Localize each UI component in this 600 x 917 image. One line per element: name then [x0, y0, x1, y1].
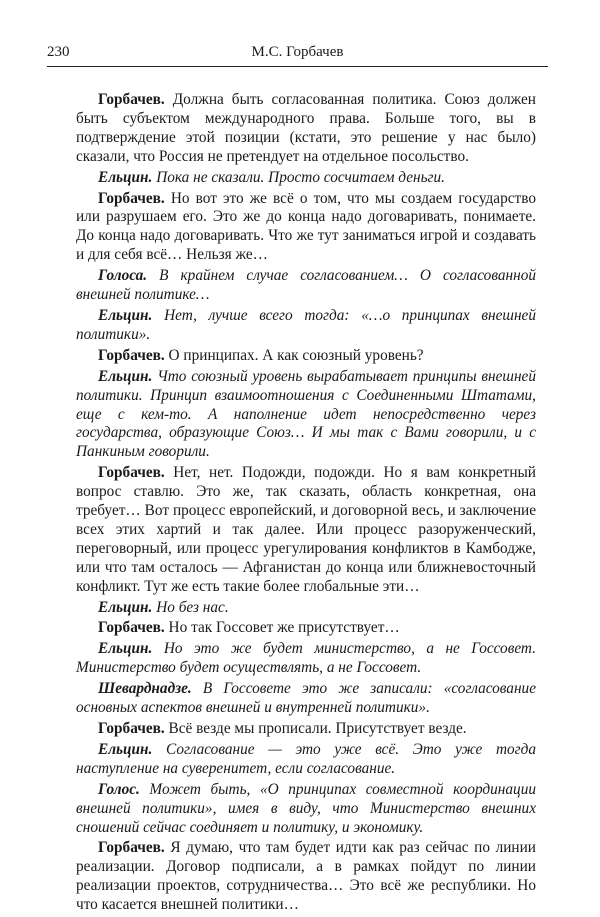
- speaker-name: Горбачев.: [98, 91, 165, 108]
- transcript-paragraph: [76, 741, 536, 779]
- transcript-paragraph: [76, 599, 536, 618]
- transcript-paragraph: [76, 368, 536, 463]
- speaker-name: Горбачев.: [98, 346, 165, 364]
- speaker-name: Ельцин.: [98, 168, 153, 186]
- remark-text: Но это же будет министерство, а не Госсовет. Министерство будет осуществлять, а не Госсовет.: [76, 640, 536, 677]
- transcript-paragraph: [76, 347, 536, 366]
- transcript-paragraph: [76, 464, 536, 596]
- transcript-paragraph: [76, 640, 536, 678]
- speaker-name: Горбачев.: [98, 839, 165, 857]
- remark-text: В Госсовете это же записали: «согласование основных аспектов внешней и внутренней политики».: [76, 680, 536, 717]
- speaker-name: Горбачев.: [98, 720, 165, 737]
- transcript-paragraph: [76, 720, 536, 739]
- remark-text: Всё везде мы прописали. Присутствует везде.: [164, 720, 467, 737]
- speaker-name: Ельцин.: [98, 306, 153, 324]
- transcript-paragraph: [76, 839, 536, 915]
- transcript-paragraph: [76, 307, 536, 345]
- remark-text: Но без нас.: [152, 598, 229, 616]
- remark-text: Нет, лучше всего тогда: «…о принципах внешней политики».: [76, 306, 536, 343]
- speaker-name: Ельцин.: [98, 640, 153, 658]
- speaker-name: Голос.: [98, 780, 140, 798]
- speaker-name: Шеварднадзе.: [98, 680, 192, 698]
- speaker-name: Горбачев.: [98, 619, 165, 637]
- remark-text: Должна быть согласованная политика. Союз должен быть субъектом международного права. Больше того, вы в подтверждение этой позиции (кстати, это решение у нас было) сказали, что Россия не претендует на отдельное посольство.: [76, 91, 536, 165]
- running-title: М.С. Горбачев: [251, 44, 344, 60]
- transcript-paragraph: [76, 169, 536, 188]
- speaker-name: Ельцин.: [98, 740, 153, 758]
- remark-text: Согласование — это уже всё. Это уже тогда наступление на суверенитет, если согласование.: [76, 740, 536, 777]
- speaker-name: Ельцин.: [98, 367, 153, 385]
- speaker-name: Ельцин.: [98, 598, 153, 616]
- transcript-paragraph: [76, 619, 536, 638]
- remark-text: О принципах. А как союзный уровень?: [164, 346, 424, 364]
- remark-text: Пока не сказали. Просто сосчитаем деньги.: [152, 168, 445, 186]
- speaker-name: Горбачев.: [98, 189, 165, 207]
- remark-text: Может быть, «О принципах совместной координации внешней политики», имея в виду, что Министерство внешних сношений сейчас соединяет и политику, и экономику.: [76, 780, 536, 836]
- speaker-name: Голоса.: [98, 267, 148, 285]
- page-number: 230: [47, 44, 70, 60]
- remark-text: Нет, нет. Подожди, подожди. Но я вам конкретный вопрос ставлю. Это же, так сказать, область конкретная, она требует… Вот процесс европейский, и договорной весь, и заключение всех этих хартий и так далее. Или процесс разоруженческий, переговорный, или процесс урегулирования конфликтов в Камбодже, или что там осталось — Афганистан до конца или ближневосточный конфликт. Тут же есть такие более глобальные эти…: [76, 464, 536, 595]
- running-header: [47, 42, 548, 67]
- remark-text: В крайнем случае согласованием… О согласованной внешней политике…: [76, 267, 536, 304]
- remark-text: Но так Госсовет же присутствует…: [164, 619, 400, 637]
- transcript-paragraph: [76, 680, 536, 718]
- speaker-name: Горбачев.: [98, 464, 165, 482]
- transcript-paragraph: [76, 91, 536, 167]
- transcript-body: [76, 91, 536, 917]
- remark-text: Но вот это же всё о том, что мы создаем государство или разрушаем его. Это же до конца надо договаривать, понимаете. До конца надо договаривать. Что же тут заниматься игрой и создавать и для себя всё… Нельзя же…: [76, 189, 536, 264]
- transcript-paragraph: [76, 267, 536, 305]
- transcript-paragraph: [76, 781, 536, 838]
- transcript-paragraph: [76, 190, 536, 266]
- remark-text: Я думаю, что там будет идти как раз сейчас по линии реализации. Договор подписали, а в рамках пойдут по линии реализации проектов, сотрудничества… Это всё же республики. Но что касается внешней политики…: [76, 839, 536, 914]
- remark-text: Что союзный уровень вырабатывает принципы внешней политики. Принцип взаимоотношения с Соединенными Штатами, еще с кем-то. А наполнение идет непосредственно через государства, образующие Союз… И мы так с Вами говорили, и с Панкиным говорили.: [76, 367, 536, 461]
